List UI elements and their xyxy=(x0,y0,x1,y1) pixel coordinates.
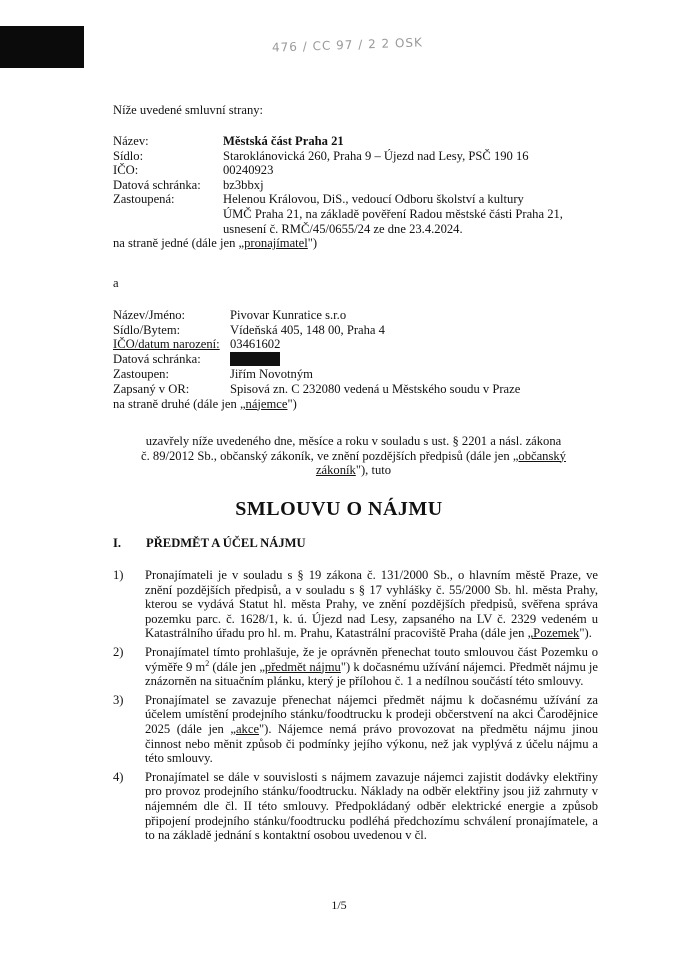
party2-value: Vídeňská 405, 148 00, Praha 4 xyxy=(230,322,385,337)
party1-row-databox xyxy=(113,178,633,193)
clause-list xyxy=(113,568,598,847)
clause-text-part: Pronajímatel se dále v souvislosti s nájmem zavazuje nájemci zajistit dodávky elektřiny pro provoz prodejního stánku/foodtrucku. Náklady na odběr elektřiny jsou již zahrnuty v nájemném dle čl. II této smlouvy. Předpokládaný odběr elektrické energie a způsob připojení prodejního stánku/foodtrucku podléhá předchozímu schválení pronajímatele, a to na základě jednání s kontaktní osobou uvedenou v čl. xyxy=(145,769,598,843)
defined-term: „předmět nájmu xyxy=(259,659,341,674)
party1-value: usnesení č. RMČ/45/0655/24 ze dne 23.4.2024. xyxy=(223,221,463,236)
party1-value: Městská část Praha 21 xyxy=(223,134,344,148)
party1-row-represented-cont2 xyxy=(113,222,633,237)
party2-label: Zapsaný v OR: xyxy=(113,381,190,396)
page-number: 1/5 xyxy=(331,898,347,912)
agreement-line xyxy=(122,449,585,464)
conjunction-and: a xyxy=(113,276,119,290)
party1-row-ico xyxy=(113,163,633,178)
party2-row-register xyxy=(113,382,633,397)
clause-text-part: Pronajímatel tímto prohlašuje, že je oprávněn přenechat touto smlouvou část Pozemku o výměře 9 m xyxy=(145,644,598,674)
party2-value: Spisová zn. C 232080 vedená u Městského soudu v Praze xyxy=(230,381,521,396)
clause-number: 4) xyxy=(113,769,124,784)
party1-row-name xyxy=(113,134,633,149)
party1-row-represented xyxy=(113,192,633,207)
defined-term: „nájemce xyxy=(239,396,288,411)
party2-label: IČO/datum narození: xyxy=(113,337,220,352)
clause-item xyxy=(113,693,598,766)
section-title: PŘEDMĚT A ÚČEL NÁJMU xyxy=(146,536,306,550)
party1-value: Staroklánovická 260, Praha 9 – Újezd nad Lesy, PSČ 190 16 xyxy=(223,148,529,163)
clause-item xyxy=(113,770,598,843)
clause-text xyxy=(145,568,598,641)
clause-text-part: ") k dočasnému užívání nájemci. Předmět nájmu je znázorněn na situačním plánku, který je přílohou č. 1 a nedílnou součástí této smlouvy. xyxy=(145,659,599,689)
side-text: na straně druhé (dále jen xyxy=(113,396,240,411)
clause-text-part: Pronajímateli je v souladu s § 19 zákona č. 131/2000 Sb., o hlavním městě Praze, ve znění pozdějších předpisů, a v souladu s § 17 vyhlášky č. 55/2000 Sb. hl. města Prahy, kterou se vydává Statut hl. města Prahy, ve znění pozdějších předpisů, svěřena správa pozemku parc. č. 1628/1, k. ú. Újezd nad Lesy, zapsaného na LV č. 2329 vedeném u Katastrálního úřadu pro hl. m. Prahu, Katastrální pracoviště Praha (dále jen xyxy=(145,568,598,641)
party1-value: ÚMČ Praha 21, na základě pověření Radou městské části Praha 21, xyxy=(223,206,563,221)
party1-block xyxy=(113,134,633,251)
clause-text xyxy=(145,770,598,843)
party1-row-represented-cont1 xyxy=(113,207,633,222)
party2-label: Datová schránka: xyxy=(113,351,201,366)
clause-text xyxy=(145,693,598,766)
spacer xyxy=(113,222,223,237)
party2-value: 03461602 xyxy=(230,337,281,352)
defined-term: zákoník xyxy=(315,463,356,478)
document-title: SMLOUVU O NÁJMU xyxy=(235,498,443,520)
side-text: ") xyxy=(307,236,318,251)
clause-item xyxy=(113,645,598,689)
party1-label: Sídlo: xyxy=(113,148,144,163)
agreement-paragraph xyxy=(122,434,585,478)
section-heading xyxy=(113,536,306,551)
party1-label: Název: xyxy=(113,134,149,148)
party2-row-name xyxy=(113,308,633,323)
party1-value: Helenou Královou, DiS., vedoucí Odboru školství a kultury xyxy=(223,192,524,207)
party2-label: Název/Jméno: xyxy=(113,308,186,322)
party2-label: Sídlo/Bytem: xyxy=(113,322,181,337)
clause-text-part: Pronajímatel se zavazuje přenechat nájemci předmět nájmu k dočasnému užívání za účelem umístění prodejního stánku/foodtrucku k prodeji občerstvení na akci Čarodějnice 2025 (dále jen xyxy=(145,692,598,736)
handwritten-reference-note: 476 / CC 97 / 2 2 OSK xyxy=(271,35,424,55)
party1-row-seat xyxy=(113,149,633,164)
clause-text-part: "). Nájemce nemá právo provozovat na předmětu nájmu jinou činnost nebo měnit způsob či podmínky jejího výkonu, než jak vyplývá z účelu nájmu a této smlouvy. xyxy=(145,721,598,766)
party1-value: bz3bbxj xyxy=(223,177,264,192)
party2-value: Jiřím Novotným xyxy=(230,367,313,382)
clause-number: 1) xyxy=(113,568,124,582)
agreement-text: č. 89/2012 Sb., občanský zákoník, ve znění pozdějších předpisů (dále jen xyxy=(141,448,513,463)
defined-term: „akce xyxy=(230,721,260,736)
party2-label: Zastoupen: xyxy=(113,367,169,382)
party1-label: Zastoupená: xyxy=(113,192,175,207)
redaction-block xyxy=(230,352,280,366)
section-number: I. xyxy=(113,536,122,550)
party2-row-represented xyxy=(113,367,633,382)
party2-value: Pivovar Kunratice s.r.o xyxy=(230,308,347,322)
superscript: 2 xyxy=(205,658,210,668)
clause-text-part: "). xyxy=(579,626,592,641)
side-text: ") xyxy=(287,396,297,411)
party1-side-line xyxy=(113,236,633,251)
clause-number: 3) xyxy=(113,692,124,707)
party1-value: 00240923 xyxy=(223,163,274,178)
defined-term: „občanský xyxy=(512,448,566,463)
side-text: na straně jedné (dále jen xyxy=(113,236,239,251)
clause-number: 2) xyxy=(113,644,124,659)
agreement-line xyxy=(122,463,585,478)
clause-item xyxy=(113,568,598,641)
defined-term: „Pozemek xyxy=(527,626,580,641)
clause-text-part: (dále jen xyxy=(209,659,260,674)
party2-side-line xyxy=(113,397,633,412)
defined-term: „pronajímatel xyxy=(238,236,308,251)
redaction-block xyxy=(0,26,84,68)
intro-text: Níže uvedené smluvní strany: xyxy=(113,103,264,117)
agreement-text: "), tuto xyxy=(355,463,392,478)
party1-label: Datová schránka: xyxy=(113,177,201,192)
party2-value xyxy=(230,352,633,368)
party2-block xyxy=(113,308,633,411)
clause-text xyxy=(145,645,598,689)
party2-row-seat xyxy=(113,323,633,338)
party2-row-ico xyxy=(113,337,633,352)
spacer xyxy=(113,207,223,222)
party1-label: IČO: xyxy=(113,163,139,178)
agreement-line: uzavřely níže uvedeného dne, měsíce a roku v souladu s ust. § 2201 a násl. zákona xyxy=(145,434,562,448)
party2-row-databox xyxy=(113,352,633,368)
